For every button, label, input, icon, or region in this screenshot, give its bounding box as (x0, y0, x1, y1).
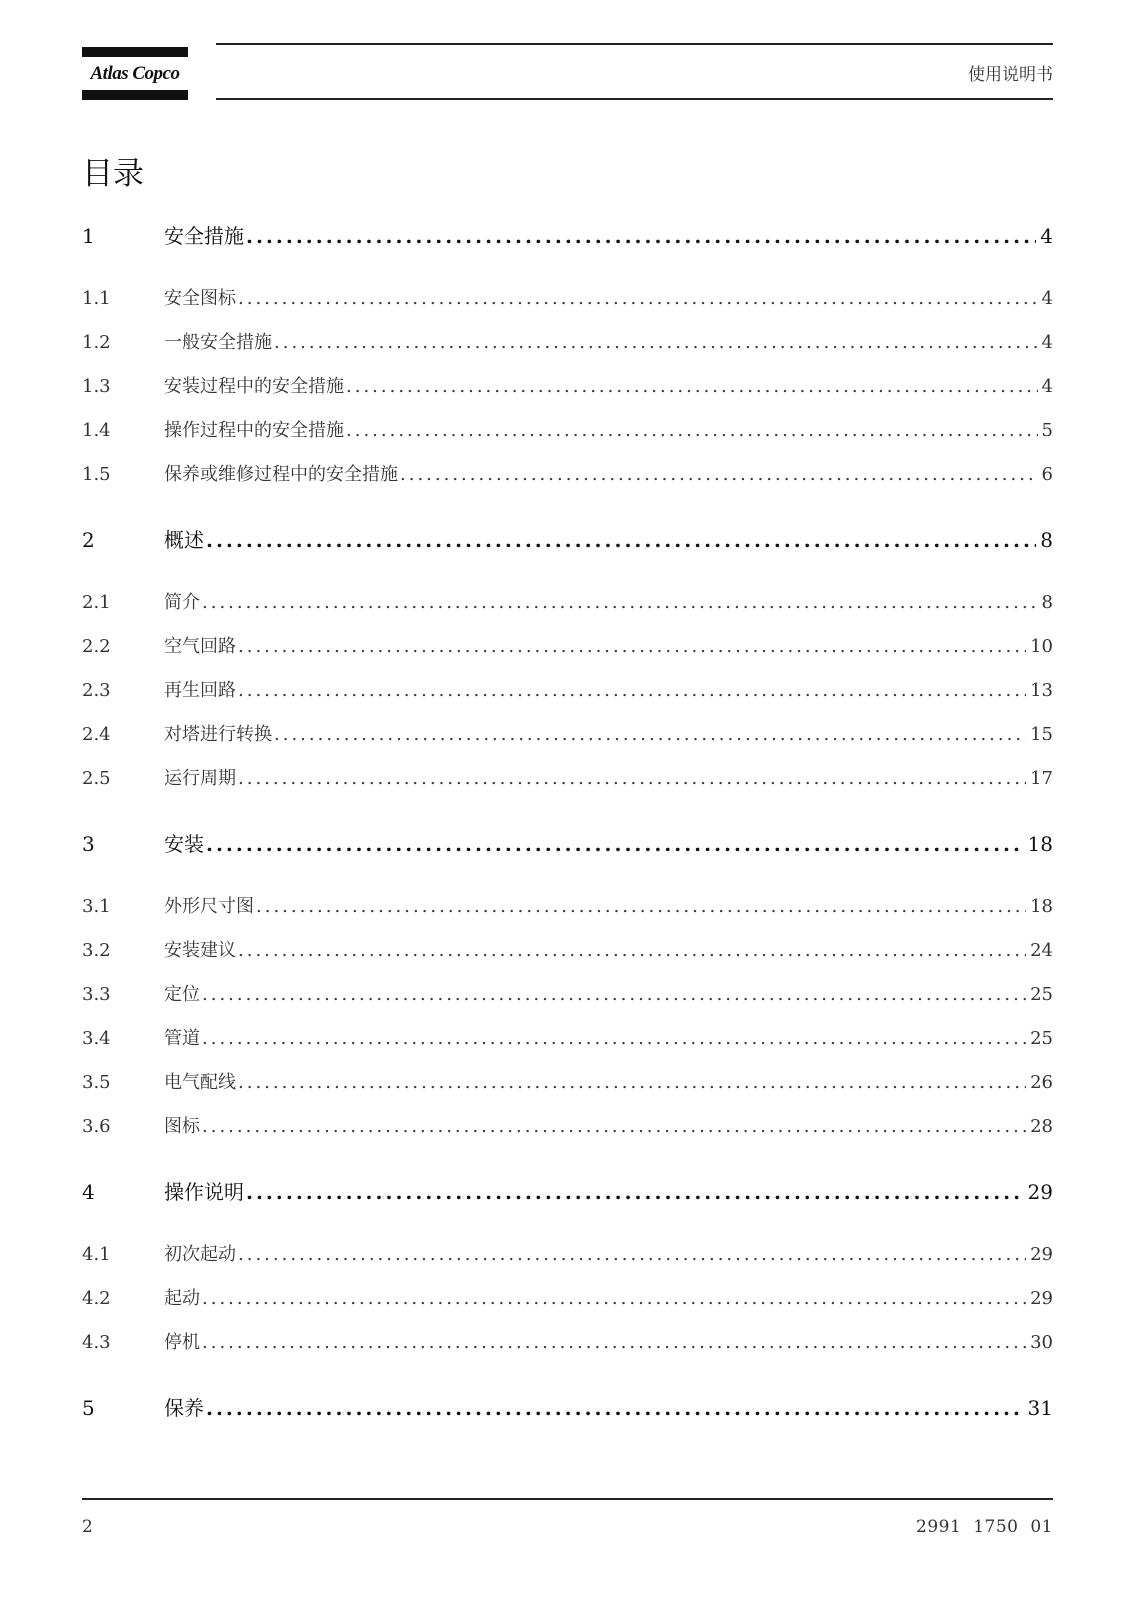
toc-entry-title: 保养 (164, 1396, 204, 1420)
toc-entry[interactable] (82, 220, 1053, 250)
toc-entry[interactable] (82, 1392, 1053, 1422)
toc-entry-number: 3 (82, 832, 95, 856)
toc-dot-leader (202, 984, 1026, 1005)
toc-entry[interactable] (82, 460, 1053, 490)
toc-entry-number: 4.1 (82, 1244, 111, 1265)
toc-entry-page: 25 (1030, 1028, 1053, 1049)
toc-entry-page: 6 (1041, 464, 1053, 485)
toc-entry[interactable] (82, 980, 1053, 1010)
toc-entry-page: 17 (1030, 768, 1053, 789)
toc-dot-leader (246, 224, 1036, 248)
toc-dot-leader (346, 420, 1038, 441)
toc-entry[interactable] (82, 676, 1053, 706)
toc-entry-page: 28 (1030, 1116, 1053, 1137)
toc-entry-number: 3.1 (82, 896, 111, 917)
toc-entry-number: 1.1 (82, 288, 111, 309)
toc-entry-number: 3.3 (82, 984, 111, 1005)
toc-entry[interactable] (82, 1024, 1053, 1054)
toc-entry-page: 13 (1030, 680, 1053, 701)
header-rule-top (216, 43, 1053, 45)
toc-entry-page: 25 (1030, 984, 1053, 1005)
toc-entry-title: 图标 (164, 1116, 200, 1137)
toc-entry-number: 3.2 (82, 940, 111, 961)
toc-entry-number: 5 (82, 1396, 95, 1420)
toc-entry-page: 4 (1041, 288, 1053, 309)
toc-entry[interactable] (82, 1068, 1053, 1098)
toc-entry-page: 30 (1030, 1332, 1053, 1353)
toc-entry[interactable] (82, 764, 1053, 794)
toc-entry-page: 4 (1040, 224, 1053, 248)
toc-dot-leader (274, 332, 1038, 353)
toc-entry-page: 8 (1041, 592, 1053, 613)
toc-entry-number: 1.3 (82, 376, 111, 397)
toc-dot-leader (202, 1028, 1026, 1049)
toc-entry-title: 空气回路 (164, 636, 236, 657)
toc-entry-number: 3.6 (82, 1116, 111, 1137)
toc-entry-page: 18 (1030, 896, 1053, 917)
atlas-copco-logo (82, 47, 188, 100)
toc-entry-title: 停机 (164, 1332, 200, 1353)
toc-dot-leader (202, 1288, 1026, 1309)
toc-dot-leader (238, 768, 1026, 789)
toc-entry-number: 1.4 (82, 420, 111, 441)
toc-entry-page: 29 (1027, 1180, 1053, 1204)
toc-entry-title: 初次起动 (164, 1244, 236, 1265)
toc-entry-number: 4.3 (82, 1332, 111, 1353)
toc-entry-page: 29 (1030, 1288, 1053, 1309)
toc-dot-leader (238, 1072, 1026, 1093)
logo-bar-top (82, 47, 188, 57)
toc-entry-title: 定位 (164, 984, 200, 1005)
toc-entry[interactable] (82, 1176, 1053, 1206)
toc-dot-leader (238, 1244, 1026, 1265)
toc-entry[interactable] (82, 1328, 1053, 1358)
toc-entry-number: 2.2 (82, 636, 111, 657)
page-number: 2 (82, 1517, 93, 1537)
toc-entry[interactable] (82, 632, 1053, 662)
toc-entry-number: 1.5 (82, 464, 111, 485)
toc-entry-title: 操作过程中的安全措施 (164, 420, 344, 441)
toc-entry-number: 2.5 (82, 768, 111, 789)
toc-title: 目录 (82, 156, 144, 192)
toc-entry-title: 起动 (164, 1288, 200, 1309)
toc-entry[interactable] (82, 1284, 1053, 1314)
toc-entry-page: 8 (1040, 528, 1053, 552)
toc-entry-title: 外形尺寸图 (164, 896, 254, 917)
toc-entry-number: 1 (82, 224, 95, 248)
toc-entry-page: 24 (1030, 940, 1053, 961)
toc-entry-title: 电气配线 (164, 1072, 236, 1093)
toc-dot-leader (238, 680, 1026, 701)
toc-dot-leader (206, 1396, 1024, 1420)
toc-entry-title: 再生回路 (164, 680, 236, 701)
toc-entry-title: 对塔进行转换 (164, 724, 272, 745)
toc-entry[interactable] (82, 1240, 1053, 1270)
toc-entry-title: 简介 (164, 592, 200, 613)
toc-entry-title: 一般安全措施 (164, 332, 272, 353)
logo-wordmark: Atlas Copco (90, 63, 180, 84)
toc-entry-title: 安全图标 (164, 288, 236, 309)
header-rule-bottom (216, 98, 1053, 100)
toc-entry-title: 运行周期 (164, 768, 236, 789)
toc-entry-number: 2.1 (82, 592, 111, 613)
toc-entry-title: 安装 (164, 832, 204, 856)
toc-entry[interactable] (82, 372, 1053, 402)
toc-entry-page: 5 (1041, 420, 1053, 441)
toc-entry-page: 4 (1041, 332, 1053, 353)
toc-dot-leader (400, 464, 1038, 485)
toc-entry-title: 安装过程中的安全措施 (164, 376, 344, 397)
toc-entry-title: 保养或维修过程中的安全措施 (164, 464, 398, 485)
toc-dot-leader (238, 940, 1026, 961)
toc-entry-page: 29 (1030, 1244, 1053, 1265)
document-number: 2991 1750 01 (916, 1517, 1053, 1537)
toc-entry[interactable] (82, 284, 1053, 314)
logo-bar-bottom (82, 90, 188, 100)
toc-entry-number: 2.3 (82, 680, 111, 701)
toc-dot-leader (274, 724, 1026, 745)
toc-entry-page: 31 (1027, 1396, 1053, 1420)
toc-entry-number: 3.4 (82, 1028, 111, 1049)
toc-dot-leader (202, 1116, 1026, 1137)
toc-dot-leader (246, 1180, 1024, 1204)
toc-entry[interactable] (82, 828, 1053, 858)
toc-dot-leader (256, 896, 1026, 917)
toc-dot-leader (202, 592, 1038, 613)
toc-dot-leader (238, 288, 1038, 309)
toc-entry[interactable] (82, 524, 1053, 554)
toc-entry-number: 3.5 (82, 1072, 111, 1093)
toc-entry-number: 2.4 (82, 724, 111, 745)
document-type: 使用说明书 (968, 65, 1053, 85)
footer-rule (82, 1498, 1053, 1500)
toc-entry-number: 1.2 (82, 332, 111, 353)
toc-entry-page: 18 (1027, 832, 1053, 856)
toc-entry-page: 4 (1041, 376, 1053, 397)
toc-dot-leader (206, 832, 1024, 856)
toc-entry-title: 概述 (164, 528, 204, 552)
toc-entry[interactable] (82, 1112, 1053, 1142)
toc-entry[interactable] (82, 588, 1053, 618)
toc-dot-leader (346, 376, 1038, 397)
toc-entry-number: 2 (82, 528, 95, 552)
toc-entry-title: 安全措施 (164, 224, 244, 248)
toc-entry-number: 4 (82, 1180, 95, 1204)
toc-entry[interactable] (82, 328, 1053, 358)
toc-entry-page: 15 (1030, 724, 1053, 745)
toc-entry-page: 10 (1030, 636, 1053, 657)
toc-entry-title: 安装建议 (164, 940, 236, 961)
toc-entry-title: 操作说明 (164, 1180, 244, 1204)
toc-entry-page: 26 (1030, 1072, 1053, 1093)
toc-dot-leader (202, 1332, 1026, 1353)
toc-dot-leader (238, 636, 1026, 657)
toc-entry[interactable] (82, 892, 1053, 922)
toc-dot-leader (206, 528, 1036, 552)
toc-entry-title: 管道 (164, 1028, 200, 1049)
toc-entry[interactable] (82, 416, 1053, 446)
toc-entry[interactable] (82, 936, 1053, 966)
toc-entry[interactable] (82, 720, 1053, 750)
toc-entry-number: 4.2 (82, 1288, 111, 1309)
